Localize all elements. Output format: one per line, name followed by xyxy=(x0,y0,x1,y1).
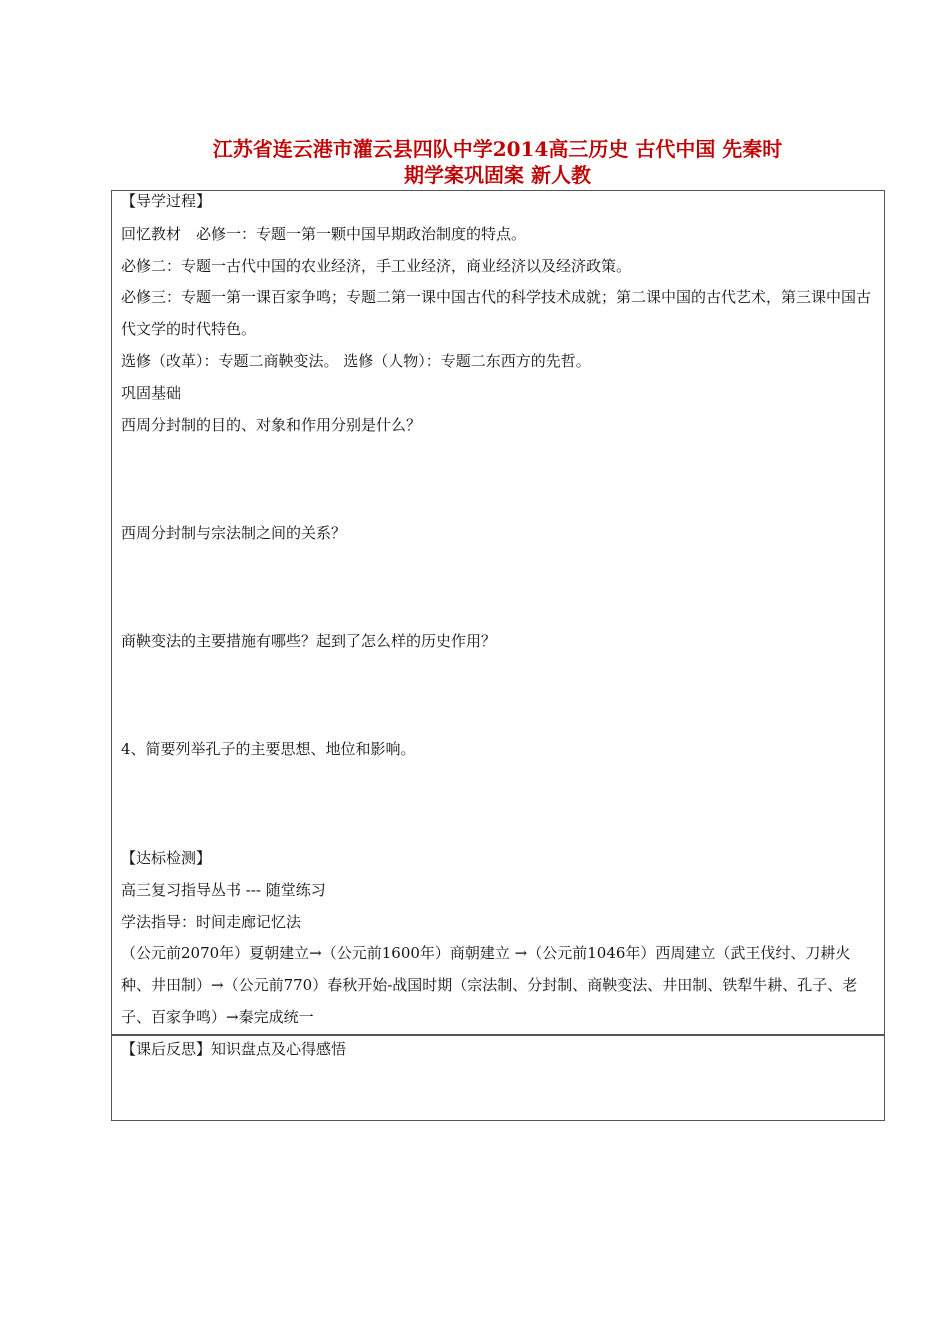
title-line-1: 江苏省连云港市灌云县四队中学2014高三历史 古代中国 先秦时 xyxy=(212,137,783,161)
question-2: 西周分封制与宗法制之间的关系？ xyxy=(121,524,347,542)
document-title xyxy=(110,136,885,188)
section-heading-guide: 【导学过程】 xyxy=(121,192,212,210)
review-line-4: 选修（改革）：专题二商鞅变法。 选修（人物）：专题二东西方的先哲。 xyxy=(121,352,591,370)
review-line-2: 必修二：专题一古代中国的农业经济，手工业经济，商业经济以及经济政策。 xyxy=(121,257,632,275)
reflection-section-box xyxy=(111,1034,885,1121)
section-heading-reflect: 【课后反思】知识盘点及心得感悟 xyxy=(121,1040,347,1058)
review-line-1: 回忆教材 必修一：专题一第一颗中国早期政治制度的特点。 xyxy=(121,225,527,243)
question-3: 商鞅变法的主要措施有哪些？起到了怎么样的历史作用？ xyxy=(121,632,497,650)
question-1: 西周分封制的目的、对象和作用分别是什么？ xyxy=(121,416,422,434)
consolidate-heading: 巩固基础 xyxy=(121,384,182,402)
question-4: 4、简要列举孔子的主要思想、地位和影响。 xyxy=(121,740,416,758)
timeline-text: （公元前2070年）夏朝建立→（公元前1600年）商朝建立 →（公元前1046年）西周建立（武王伐纣、刀耕火种、井田制）→（公元前770）春秋开始-战国时期（宗法制、分封制、商鞅变法、井田制、铁犁牛耕、孔子、老子、百家争鸣）→秦完成统一 xyxy=(121,944,858,1026)
method-heading: 学法指导：时间走廊记忆法 xyxy=(121,913,302,931)
review-line-3: 必修三：专题一第一课百家争鸣；专题二第一课中国古代的科学技术成就；第二课中国的古代艺术，第三课中国古代文学的时代特色。 xyxy=(121,288,872,338)
test-book: 高三复习指导丛书 --- 随堂练习 xyxy=(121,881,326,899)
guide-section-box xyxy=(111,190,885,1036)
title-line-2: 期学案巩固案 新人教 xyxy=(404,163,591,187)
section-heading-test: 【达标检测】 xyxy=(121,849,212,867)
